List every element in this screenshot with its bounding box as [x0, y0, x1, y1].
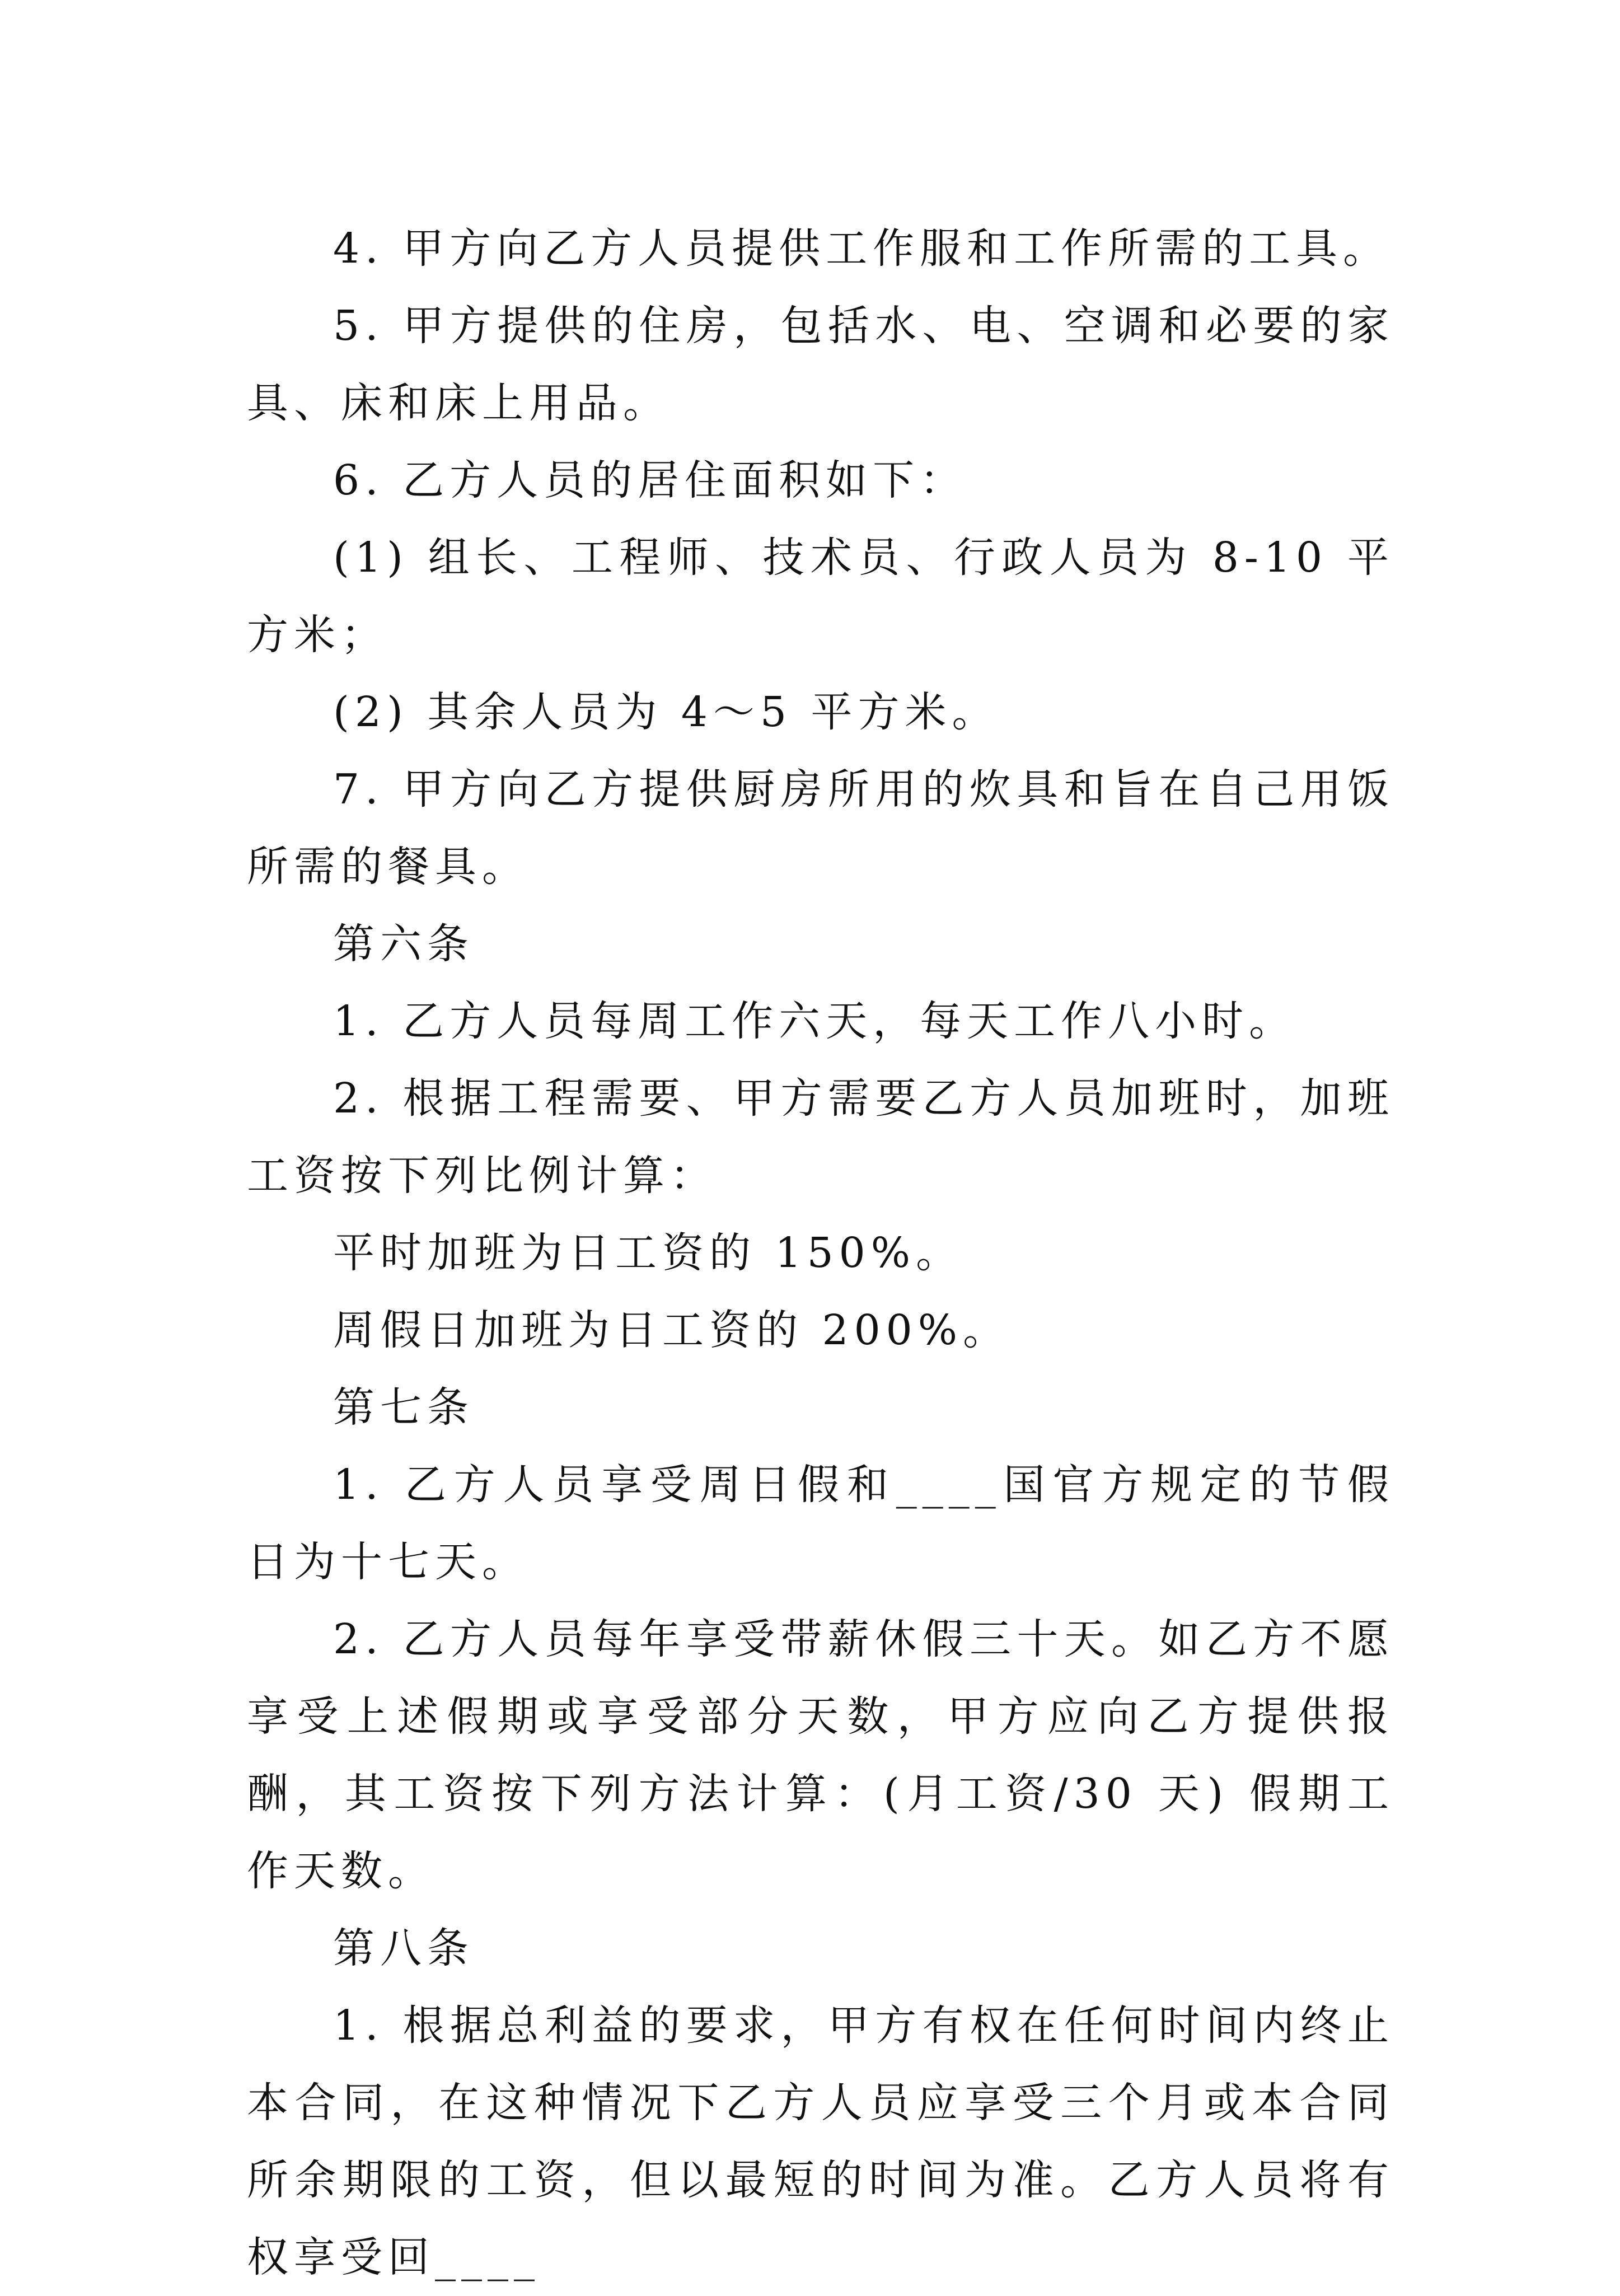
- clause-item-5: 5. 甲方提供的住房，包括水、电、空调和必要的家具、床和床上用品。: [247, 302, 1394, 427]
- document-body: [247, 210, 1394, 2296]
- overtime-holiday-rate: 周假日加班为日工资的 200%。: [333, 1306, 1010, 1354]
- clause-item-4: 4. 甲方向乙方人员提供工作服和工作所需的工具。: [333, 225, 1390, 273]
- article-7-item-2: 2. 乙方人员每年享受带薪休假三十天。如乙方不愿享受上述假期或享受部分天数，甲方应向乙方提供报酬，其工资按下列方法计算：(月工资/30 天) 假期工作天数。: [247, 1615, 1394, 1895]
- article-6-item-2: 2. 根据工程需要、甲方需要乙方人员加班时，加班工资按下列比例计算：: [247, 1074, 1394, 1200]
- article-7-item-1: 1. 乙方人员享受周日假和____国官方规定的节假日为十七天。: [247, 1461, 1394, 1586]
- article-heading-8: 第八条: [333, 1924, 474, 1972]
- article-heading-6: 第六条: [333, 920, 474, 968]
- article-8-item-1: 1. 根据总利益的要求，甲方有权在任何时间内终止本合同，在这种情况下乙方人员应享受三个月或本合同所余期限的工资，但以最短的时间为准。乙方人员将有权享受回____: [247, 2002, 1394, 2281]
- clause-subitem-1: (1) 组长、工程师、技术员、行政人员为 8-10 平方米；: [247, 534, 1394, 659]
- article-heading-7: 第七条: [333, 1383, 474, 1432]
- clause-item-7: 7. 甲方向乙方提供厨房所用的炊具和旨在自己用饭所需的餐具。: [247, 765, 1394, 891]
- clause-subitem-2: (2) 其余人员为 4～5 平方米。: [333, 688, 999, 736]
- article-6-item-1: 1. 乙方人员每周工作六天，每天工作八小时。: [333, 997, 1296, 1045]
- overtime-weekday-rate: 平时加班为日工资的 150%。: [333, 1229, 963, 1277]
- clause-item-6: 6. 乙方人员的居住面积如下：: [333, 456, 967, 504]
